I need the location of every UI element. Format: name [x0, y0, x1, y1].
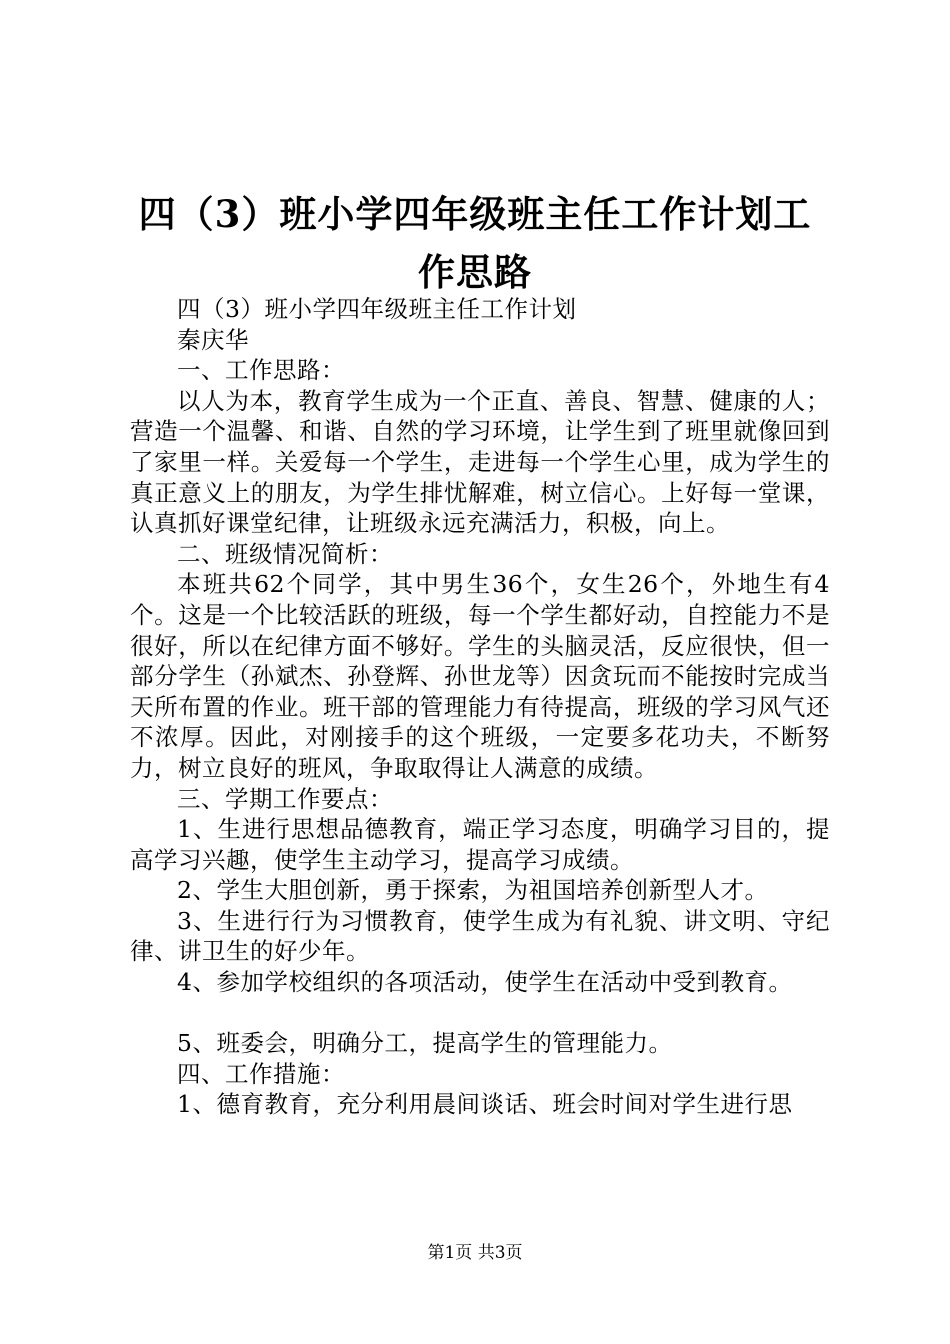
- paragraph-class-analysis: 本班共62个同学，其中男生36个，女生26个，外地生有4个。这是一个比较活跃的班级，每一个学生都好动，自控能力不是很好，所以在纪律方面不够好。学生的头脑灵活，反应很快，但一部分学生（孙斌杰、孙登辉、孙世龙等）因贪玩而不能按时完成当天所布置的作业。班干部的管理能力有待提高，班级的学习风气还不浓厚。因此，对刚接手的这个班级，一定要多花功夫，不断努力，树立良好的班风，争取取得让人满意的成绩。: [130, 570, 830, 782]
- page-footer: 第1页 共3页: [427, 1243, 523, 1263]
- measure-item-1: 1、德育教育，充分利用晨间谈话、班会时间对学生进行思: [177, 1090, 793, 1119]
- blank-line: [130, 998, 830, 1029]
- paragraph-work-ideas: 以人为本，教育学生成为一个正直、善良、智慧、健康的人；营造一个温馨、和谐、自然的学习环境，让学生到了班里就像回到了家里一样。关爱每一个学生，走进每一个学生心里，成为学生的真正意义上的朋友，为学生排忧解难，树立信心。上好每一堂课，认真抓好课堂纪律，让班级永远充满活力，积极，向上。: [130, 386, 830, 538]
- subtitle-line: 四（3）班小学四年级班主任工作计划: [177, 295, 577, 323]
- document-body: [130, 294, 830, 1120]
- list-item-5: 5、班委会，明确分工，提高学生的管理能力。: [177, 1029, 673, 1058]
- list-item-1: 1、生进行思想品德教育，端正学习态度，明确学习目的，提高学习兴趣，使学生主动学习，提高学习成绩。: [130, 815, 830, 874]
- document-title: 四（3）班小学四年级班主任工作计划工作思路: [138, 192, 812, 294]
- section-heading-4: 四、工作措施：: [177, 1059, 345, 1088]
- list-item-3: 3、生进行行为习惯教育，使学生成为有礼貌、讲文明、守纪律、讲卫生的好少年。: [130, 906, 830, 966]
- list-item-2: 2、学生大胆创新，勇于探索，为祖国培养创新型人才。: [177, 876, 769, 905]
- list-item-4: 4、参加学校组织的各项活动，使学生在活动中受到教育。: [177, 968, 793, 997]
- section-heading-1: 一、工作思路：: [177, 356, 345, 385]
- section-heading-3: 三、学期工作要点：: [177, 784, 393, 813]
- section-heading-2: 二、班级情况简析：: [177, 539, 393, 568]
- author-line: 秦庆华: [177, 325, 249, 354]
